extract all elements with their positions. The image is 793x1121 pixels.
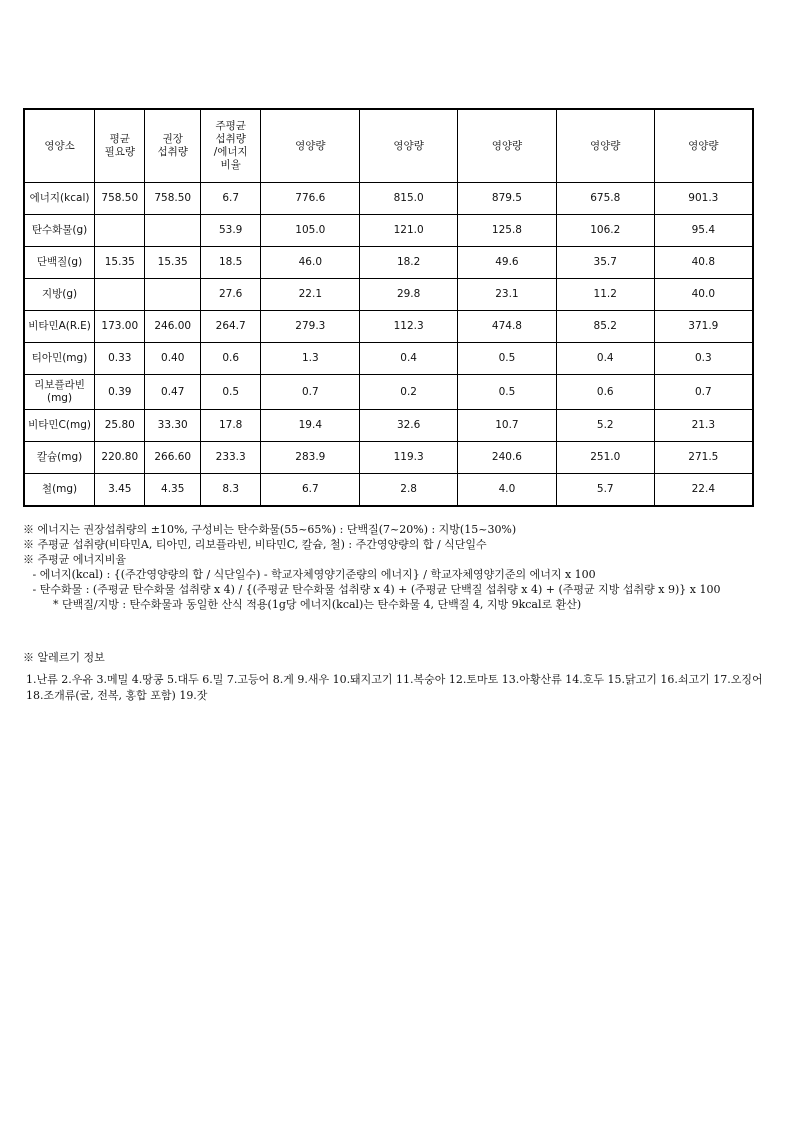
table-row <box>24 279 753 311</box>
nutrition-table <box>23 108 754 507</box>
note-energy-formula: - 에너지(kcal) : {(주간영양량의 합 / 식단일수) - 학교자체영양기준량의 에너지} / 학교자체영양기준의 에너지 x 100 <box>29 568 596 581</box>
table-cell: 21.3 <box>654 410 753 442</box>
table-row <box>24 247 753 279</box>
table-cell: 0.5 <box>458 375 557 410</box>
nutrient-label: 탄수화물(g) <box>24 215 95 247</box>
table-cell: 18.2 <box>360 247 458 279</box>
table-cell: 879.5 <box>458 183 557 215</box>
header-recommended-intake <box>145 109 200 183</box>
table-cell: 0.40 <box>145 343 200 375</box>
nutrient-label: 에너지(kcal) <box>24 183 95 215</box>
table-cell: 23.1 <box>458 279 557 311</box>
table-cell: 371.9 <box>654 311 753 343</box>
header-label: 영양량 <box>688 139 719 152</box>
table-cell: 125.8 <box>458 215 557 247</box>
table-cell: 776.6 <box>261 183 360 215</box>
nutrient-label: 칼슘(mg) <box>24 442 95 474</box>
table-cell <box>145 215 200 247</box>
table-cell: 15.35 <box>145 247 200 279</box>
table-cell: 251.0 <box>556 442 654 474</box>
table-cell: 19.4 <box>261 410 360 442</box>
table-cell: 0.5 <box>200 375 260 410</box>
table-cell: 85.2 <box>556 311 654 343</box>
table-cell: 246.00 <box>145 311 200 343</box>
table-cell: 5.2 <box>556 410 654 442</box>
header-weekly-average <box>200 109 260 183</box>
table-cell: 40.8 <box>654 247 753 279</box>
table-cell: 3.45 <box>95 474 145 507</box>
table-cell: 119.3 <box>360 442 458 474</box>
table-cell <box>145 279 200 311</box>
table-row <box>24 375 753 410</box>
header-nutrition-amount <box>261 109 360 183</box>
table-cell: 173.00 <box>95 311 145 343</box>
table-body <box>24 183 753 507</box>
note-energy-ratio-title: ※ 주평균 에너지비율 <box>23 553 127 566</box>
table-cell: 0.47 <box>145 375 200 410</box>
table-cell: 0.7 <box>261 375 360 410</box>
table-cell: 271.5 <box>654 442 753 474</box>
table-cell: 240.6 <box>458 442 557 474</box>
table-cell: 0.6 <box>556 375 654 410</box>
table-cell: 279.3 <box>261 311 360 343</box>
table-row <box>24 311 753 343</box>
table-cell: 33.30 <box>145 410 200 442</box>
table-cell: 1.3 <box>261 343 360 375</box>
table-cell: 95.4 <box>654 215 753 247</box>
table-cell: 758.50 <box>145 183 200 215</box>
table-cell: 6.7 <box>200 183 260 215</box>
table-cell: 22.4 <box>654 474 753 507</box>
note-carbohydrate-formula: - 탄수화물 : (주평균 탄수화물 섭취량 x 4) / {(주평균 탄수화물 섭취량 x 4) + (주평균 단백질 섭취량 x 4) + (주평균 지방 섭취량 x 9)} x 100 <box>29 583 721 596</box>
table-cell: 0.6 <box>200 343 260 375</box>
table-cell: 474.8 <box>458 311 557 343</box>
nutrient-label: 비타민A(R.E) <box>24 311 95 343</box>
calculation-notes <box>23 522 768 612</box>
table-cell <box>95 279 145 311</box>
table-row <box>24 442 753 474</box>
table-cell: 233.3 <box>200 442 260 474</box>
table-cell: 264.7 <box>200 311 260 343</box>
table-cell: 6.7 <box>261 474 360 507</box>
table-row <box>24 410 753 442</box>
table-row <box>24 183 753 215</box>
table-cell: 106.2 <box>556 215 654 247</box>
nutrient-label: 단백질(g) <box>24 247 95 279</box>
header-label: 영양량 <box>393 139 424 152</box>
table-cell: 8.3 <box>200 474 260 507</box>
table-cell: 17.8 <box>200 410 260 442</box>
table-cell: 283.9 <box>261 442 360 474</box>
table-header-row <box>24 109 753 183</box>
table-cell: 5.7 <box>556 474 654 507</box>
table-cell: 112.3 <box>360 311 458 343</box>
nutrient-label: 철(mg) <box>24 474 95 507</box>
table-cell: 0.7 <box>654 375 753 410</box>
table-cell: 815.0 <box>360 183 458 215</box>
table-cell <box>95 215 145 247</box>
table-cell: 0.33 <box>95 343 145 375</box>
table-cell: 25.80 <box>95 410 145 442</box>
table-cell: 0.4 <box>360 343 458 375</box>
table-cell: 18.5 <box>200 247 260 279</box>
table-cell: 10.7 <box>458 410 557 442</box>
nutrient-label: 티아민(mg) <box>24 343 95 375</box>
table-cell: 0.2 <box>360 375 458 410</box>
note-weekly-average: ※ 주평균 섭취량(비타민A, 티아민, 리보플라빈, 비타민C, 칼슘, 철) : 주간영양량의 합 / 식단일수 <box>23 538 487 551</box>
header-label: 평균 필요량 <box>104 133 135 158</box>
table-cell: 4.35 <box>145 474 200 507</box>
table-cell: 46.0 <box>261 247 360 279</box>
header-nutrient <box>24 109 95 183</box>
table-cell: 105.0 <box>261 215 360 247</box>
table-cell: 32.6 <box>360 410 458 442</box>
header-label: 영양량 <box>295 139 326 152</box>
table-cell: 758.50 <box>95 183 145 215</box>
table-cell: 2.8 <box>360 474 458 507</box>
table-cell: 675.8 <box>556 183 654 215</box>
table-cell: 15.35 <box>95 247 145 279</box>
table-cell: 901.3 <box>654 183 753 215</box>
header-label: 영양량 <box>491 139 523 152</box>
header-label: 권장 섭취량 <box>157 133 188 158</box>
table-cell: 53.9 <box>200 215 260 247</box>
header-label: 영양량 <box>590 139 621 152</box>
table-cell: 29.8 <box>360 279 458 311</box>
table-cell: 11.2 <box>556 279 654 311</box>
table-row <box>24 474 753 507</box>
note-protein-fat-formula: * 단백질/지방 : 탄수화물과 동일한 산식 적용(1g당 에너지(kcal)는 탄수화물 4, 단백질 4, 지방 9kcal로 환산) <box>53 598 582 611</box>
nutrient-label: 리보플라빈 (mg) <box>24 375 95 410</box>
header-nutrition-amount <box>556 109 654 183</box>
header-average-requirement <box>95 109 145 183</box>
header-label: 주평균 섭취량 /에너지 비율 <box>213 120 248 171</box>
table-cell: 220.80 <box>95 442 145 474</box>
table-row <box>24 343 753 375</box>
header-nutrition-amount <box>654 109 753 183</box>
nutrient-label: 지방(g) <box>24 279 95 311</box>
header-label: 영양소 <box>44 139 75 152</box>
table-cell: 22.1 <box>261 279 360 311</box>
table-cell: 266.60 <box>145 442 200 474</box>
header-nutrition-amount <box>458 109 557 183</box>
table-cell: 4.0 <box>458 474 557 507</box>
table-cell: 121.0 <box>360 215 458 247</box>
table-cell: 35.7 <box>556 247 654 279</box>
allergy-list: 1.난류 2.우유 3.메밀 4.땅콩 5.대두 6.밀 7.고등어 8.게 9.새우 10.돼지고기 11.복숭아 12.토마토 13.아황산류 14.호두 15.닭고기 16.쇠고기 17.오징어 18.조개류(굴, 전복, 홍합 포함) 19.잣 <box>26 673 763 702</box>
table-cell: 40.0 <box>654 279 753 311</box>
header-nutrition-amount <box>360 109 458 183</box>
table-cell: 27.6 <box>200 279 260 311</box>
table-cell: 49.6 <box>458 247 557 279</box>
table-cell: 0.3 <box>654 343 753 375</box>
note-energy-range: ※ 에너지는 권장섭취량의 ±10%, 구성비는 탄수화물(55~65%) : 단백질(7~20%) : 지방(15~30%) <box>23 523 517 536</box>
allergy-info <box>23 650 768 704</box>
nutrient-label: 비타민C(mg) <box>24 410 95 442</box>
table-cell: 0.4 <box>556 343 654 375</box>
table-row <box>24 215 753 247</box>
allergy-title: ※ 알레르기 정보 <box>23 651 105 664</box>
table-cell: 0.39 <box>95 375 145 410</box>
table-cell: 0.5 <box>458 343 557 375</box>
